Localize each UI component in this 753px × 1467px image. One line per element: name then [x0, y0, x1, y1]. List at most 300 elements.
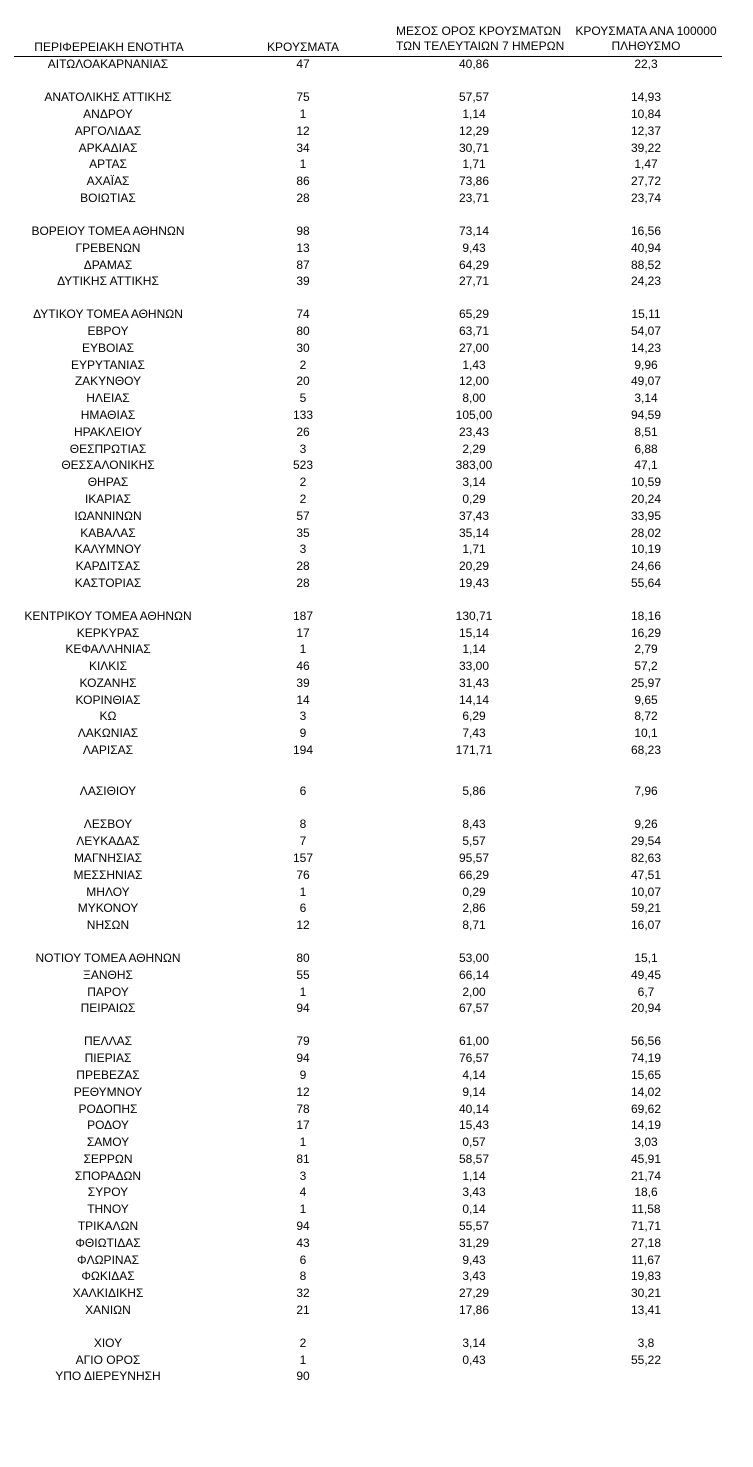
- per-100k-cell: 55,64: [630, 576, 662, 590]
- per-100k-cell: 33,95: [630, 509, 662, 523]
- seven-day-average-cell: 14,14: [458, 693, 490, 707]
- cases-cell: 6: [299, 784, 307, 798]
- seven-day-average-cell: 40,86: [458, 57, 490, 71]
- table-row: [0, 390, 753, 406]
- cases-cell: 3: [299, 442, 307, 456]
- seven-day-average-cell: 55,57: [458, 1219, 490, 1233]
- region-cell: ΑΙΤΩΛΟΑΚΑΡΝΑΝΙΑΣ: [47, 57, 169, 71]
- cases-cell: 75: [296, 90, 310, 104]
- table-row: [0, 816, 753, 832]
- seven-day-average-cell: 1,71: [462, 542, 486, 556]
- seven-day-average-cell: 2,29: [462, 442, 486, 456]
- seven-day-average-cell: 73,14: [458, 224, 490, 238]
- seven-day-average-cell: 130,71: [455, 609, 493, 623]
- seven-day-average-cell: 95,57: [458, 851, 490, 865]
- per-100k-cell: 59,21: [630, 901, 662, 915]
- table-row: [0, 474, 753, 490]
- cases-cell: 7: [299, 834, 307, 848]
- per-100k-cell: 12,37: [630, 124, 662, 138]
- table-row: [0, 850, 753, 866]
- region-cell: ΑΝΔΡΟΥ: [83, 107, 133, 121]
- seven-day-average-cell: 3,14: [462, 475, 486, 489]
- cases-cell: 21: [296, 1303, 310, 1317]
- cases-cell: 28: [296, 191, 310, 205]
- per-100k-cell: 6,88: [634, 442, 658, 456]
- region-cell: ΔΡΑΜΑΣ: [83, 258, 133, 272]
- seven-day-average-cell: 3,14: [462, 1336, 486, 1350]
- region-cell: ΑΡΚΑΔΙΑΣ: [78, 141, 138, 155]
- cases-cell: 3: [299, 1169, 307, 1183]
- seven-day-average-cell: 105,00: [455, 408, 493, 422]
- cases-cell: 3: [299, 709, 307, 723]
- per-100k-cell: 15,65: [630, 1068, 662, 1082]
- per-100k-cell: 22,3: [634, 57, 658, 71]
- table-row: [0, 1050, 753, 1066]
- region-cell: ΓΡΕΒΕΝΩΝ: [75, 241, 141, 255]
- table-row: [0, 1067, 753, 1083]
- seven-day-average-cell: 1,14: [462, 642, 486, 656]
- per-100k-cell: 14,19: [630, 1118, 662, 1132]
- table-row: [0, 1235, 753, 1251]
- region-cell: ΚΕΦΑΛΛΗΝΙΑΣ: [65, 642, 151, 656]
- per-100k-cell: 57,2: [634, 659, 658, 673]
- region-cell: ΗΛΕΙΑΣ: [86, 391, 130, 405]
- region-cell: ΣΠΟΡΑΔΩΝ: [74, 1169, 142, 1183]
- seven-day-average-cell: 15,14: [458, 626, 490, 640]
- cases-cell: 12: [296, 918, 310, 932]
- cases-cell: 80: [296, 951, 310, 965]
- table-row: [0, 357, 753, 373]
- header-7day-average: [396, 24, 565, 54]
- seven-day-average-cell: 2,00: [462, 985, 486, 999]
- table-row: [0, 323, 753, 339]
- seven-day-average-cell: 53,00: [458, 951, 490, 965]
- table-row: [0, 407, 753, 423]
- per-100k-cell: 82,63: [630, 851, 662, 865]
- cases-cell: 1: [299, 1353, 307, 1367]
- cases-cell: 98: [296, 224, 310, 238]
- table-row: [0, 123, 753, 139]
- region-cell: ΣΕΡΡΩΝ: [83, 1152, 133, 1166]
- region-cell: ΔΥΤΙΚΟΥ ΤΟΜΕΑ ΑΘΗΝΩΝ: [33, 307, 183, 321]
- table-row: [0, 558, 753, 574]
- cases-cell: 26: [296, 425, 310, 439]
- seven-day-average-cell: 35,14: [458, 526, 490, 540]
- region-cell: ΚΟΡΙΝΘΙΑΣ: [75, 693, 141, 707]
- per-100k-cell: 6,7: [637, 985, 655, 999]
- per-100k-cell: 47,1: [634, 458, 658, 472]
- table-row: [0, 1302, 753, 1318]
- table-row: [0, 1184, 753, 1200]
- table-row: [0, 1117, 753, 1133]
- table-row: [0, 725, 753, 741]
- cases-cell: 12: [296, 1085, 310, 1099]
- table-row: [0, 306, 753, 322]
- region-cell: ΦΘΙΩΤΙΔΑΣ: [75, 1236, 141, 1250]
- cases-cell: 34: [296, 141, 310, 155]
- cases-cell: 187: [292, 609, 314, 623]
- seven-day-average-cell: 383,00: [455, 458, 493, 472]
- table-row: [0, 1151, 753, 1167]
- region-cell: ΘΕΣΣΑΛΟΝΙΚΗΣ: [61, 458, 155, 472]
- seven-day-average-cell: 57,57: [458, 90, 490, 104]
- table-row: [0, 833, 753, 849]
- table-row: [0, 373, 753, 389]
- cases-cell: 43: [296, 1236, 310, 1250]
- cases-cell: 1: [299, 107, 307, 121]
- cases-cell: 6: [299, 901, 307, 915]
- table-row: [0, 575, 753, 591]
- table-row: [0, 340, 753, 356]
- per-100k-cell: 14,23: [630, 341, 662, 355]
- table-row: [0, 106, 753, 122]
- region-cell: ΔΥΤΙΚΗΣ ΑΤΤΙΚΗΣ: [57, 274, 159, 288]
- region-cell: ΣΑΜΟΥ: [86, 1135, 130, 1149]
- region-cell: ΜΑΓΝΗΣΙΑΣ: [73, 851, 143, 865]
- cases-cell: 12: [296, 124, 310, 138]
- cases-cell: 57: [296, 509, 310, 523]
- cases-cell: 8: [299, 817, 307, 831]
- cases-cell: 39: [296, 274, 310, 288]
- seven-day-average-cell: 27,29: [458, 1286, 490, 1300]
- region-cell: ΚΑΒΑΛΑΣ: [80, 526, 136, 540]
- per-100k-cell: 18,16: [630, 609, 662, 623]
- table-row: [0, 223, 753, 239]
- per-100k-cell: 10,1: [634, 726, 658, 740]
- seven-day-average-cell: 76,57: [458, 1051, 490, 1065]
- cases-cell: 17: [296, 626, 310, 640]
- header-cases: ΚΡΟΥΣΜΑΤΑ: [267, 40, 339, 54]
- region-cell: ΒΟΡΕΙΟΥ ΤΟΜΕΑ ΑΘΗΝΩΝ: [31, 224, 185, 238]
- per-100k-cell: 23,74: [630, 191, 662, 205]
- cases-cell: 94: [296, 1001, 310, 1015]
- per-100k-cell: 15,1: [634, 951, 658, 965]
- cases-cell: 5: [299, 391, 307, 405]
- cases-cell: 35: [296, 526, 310, 540]
- table-row: [0, 491, 753, 507]
- per-100k-cell: 3,8: [637, 1336, 655, 1350]
- per-100k-cell: 9,96: [634, 358, 658, 372]
- region-cell: ΗΡΑΚΛΕΙΟΥ: [73, 425, 143, 439]
- seven-day-average-cell: 6,29: [462, 709, 486, 723]
- per-100k-cell: 49,45: [630, 968, 662, 982]
- cases-cell: 14: [296, 693, 310, 707]
- cases-cell: 157: [292, 851, 314, 865]
- per-100k-cell: 16,29: [630, 626, 662, 640]
- cases-cell: 81: [296, 1152, 310, 1166]
- per-100k-cell: 27,72: [630, 174, 662, 188]
- table-row: [0, 625, 753, 641]
- cases-cell: 94: [296, 1051, 310, 1065]
- seven-day-average-cell: 9,14: [462, 1085, 486, 1099]
- table-row: [0, 173, 753, 189]
- cases-cell: 2: [299, 358, 307, 372]
- table-row: [0, 708, 753, 724]
- table-row: [0, 1218, 753, 1234]
- seven-day-average-cell: 7,43: [462, 726, 486, 740]
- region-cell: ΛΕΥΚΑΔΑΣ: [76, 834, 140, 848]
- per-100k-cell: 54,07: [630, 324, 662, 338]
- region-cell: ΚΑΣΤΟΡΙΑΣ: [74, 576, 142, 590]
- region-cell: ΛΑΚΩΝΙΑΣ: [77, 726, 139, 740]
- per-100k-cell: 10,07: [630, 885, 662, 899]
- region-cell: ΜΕΣΣΗΝΙΑΣ: [73, 868, 143, 882]
- region-cell: ΖΑΚΥΝΘΟΥ: [74, 374, 142, 388]
- region-cell: ΛΑΣΙΘΙΟΥ: [79, 784, 137, 798]
- seven-day-average-cell: 3,43: [462, 1185, 486, 1199]
- per-100k-cell: 56,56: [630, 1034, 662, 1048]
- seven-day-average-cell: 66,29: [458, 868, 490, 882]
- cases-cell: 2: [299, 475, 307, 489]
- cases-cell: 87: [296, 258, 310, 272]
- per-100k-cell: 25,97: [630, 676, 662, 690]
- seven-day-average-cell: 8,00: [462, 391, 486, 405]
- per-100k-cell: 3,14: [634, 391, 658, 405]
- cases-cell: 1: [299, 985, 307, 999]
- seven-day-average-cell: 2,86: [462, 901, 486, 915]
- region-cell: ΤΡΙΚΑΛΩΝ: [77, 1219, 139, 1233]
- seven-day-average-cell: 65,29: [458, 307, 490, 321]
- cases-cell: 28: [296, 559, 310, 573]
- cases-cell: 6: [299, 1253, 307, 1267]
- seven-day-average-cell: 66,14: [458, 968, 490, 982]
- region-cell: ΚΙΛΚΙΣ: [88, 659, 128, 673]
- per-100k-cell: 94,59: [630, 408, 662, 422]
- table-row: [0, 783, 753, 799]
- per-100k-cell: 18,6: [634, 1185, 658, 1199]
- cases-cell: 55: [296, 968, 310, 982]
- per-100k-cell: 8,51: [634, 425, 658, 439]
- seven-day-average-cell: 40,14: [458, 1102, 490, 1116]
- table-row: [0, 984, 753, 1000]
- cases-cell: 20: [296, 374, 310, 388]
- region-cell: ΠΕΙΡΑΙΩΣ: [80, 1001, 136, 1015]
- region-cell: ΛΕΣΒΟΥ: [83, 817, 133, 831]
- region-cell: ΑΧΑΪΑΣ: [86, 174, 130, 188]
- region-cell: ΚΟΖΑΝΗΣ: [79, 676, 137, 690]
- per-100k-cell: 9,65: [634, 693, 658, 707]
- seven-day-average-cell: 8,71: [462, 918, 486, 932]
- seven-day-average-cell: 27,00: [458, 341, 490, 355]
- region-cell: ΜΥΚΟΝΟΥ: [77, 901, 139, 915]
- header-cases-per-100k: [566, 24, 726, 54]
- region-cell: ΡΟΔΟΥ: [87, 1118, 129, 1132]
- seven-day-average-cell: 5,57: [462, 834, 486, 848]
- per-100k-cell: 8,72: [634, 709, 658, 723]
- seven-day-average-cell: 9,43: [462, 1253, 486, 1267]
- region-cell: ΠΡΕΒΕΖΑΣ: [76, 1068, 140, 1082]
- per-100k-cell: 15,11: [631, 307, 661, 321]
- region-cell: ΦΩΚΙΔΑΣ: [81, 1269, 135, 1283]
- cases-cell: 9: [299, 726, 307, 740]
- table-row: [0, 1352, 753, 1368]
- table-row: [0, 641, 753, 657]
- per-100k-cell: 24,23: [630, 274, 662, 288]
- cases-cell: 47: [296, 57, 310, 71]
- table-row: [0, 1335, 753, 1351]
- table-row: [0, 1168, 753, 1184]
- cases-cell: 32: [296, 1286, 310, 1300]
- per-100k-cell: 49,07: [630, 374, 662, 388]
- cases-cell: 30: [296, 341, 310, 355]
- cases-cell: 94: [296, 1219, 310, 1233]
- region-cell: ΘΗΡΑΣ: [87, 475, 129, 489]
- region-cell: ΥΠΟ ΔΙΕΡΕΥΝΗΣΗ: [55, 1369, 161, 1383]
- seven-day-average-cell: 19,43: [458, 576, 490, 590]
- per-100k-cell: 68,23: [630, 743, 662, 757]
- cases-cell: 8: [299, 1269, 307, 1283]
- seven-day-average-cell: 23,71: [458, 191, 490, 205]
- seven-day-average-cell: 20,29: [458, 559, 490, 573]
- table-row: [0, 658, 753, 674]
- table-row: [0, 1285, 753, 1301]
- per-100k-cell: 14,93: [630, 90, 662, 104]
- per-100k-cell: 28,02: [630, 526, 662, 540]
- per-100k-cell: 11,67: [631, 1253, 661, 1267]
- per-100k-cell: 13,41: [630, 1303, 662, 1317]
- cases-cell: 86: [296, 174, 310, 188]
- cases-cell: 2: [299, 492, 307, 506]
- cases-cell: 76: [296, 868, 310, 882]
- per-100k-cell: 39,22: [630, 141, 662, 155]
- per-100k-cell: 45,91: [630, 1152, 662, 1166]
- per-100k-cell: 16,56: [630, 224, 662, 238]
- region-cell: ΠΕΛΛΑΣ: [83, 1034, 133, 1048]
- region-cell: ΒΟΙΩΤΙΑΣ: [80, 191, 136, 205]
- cases-cell: 4: [299, 1185, 307, 1199]
- per-100k-cell: 3,03: [634, 1135, 658, 1149]
- cases-cell: 17: [296, 1118, 310, 1132]
- seven-day-average-cell: 33,00: [458, 659, 490, 673]
- cases-cell: 1: [299, 642, 307, 656]
- seven-day-average-cell: 0,57: [462, 1135, 486, 1149]
- region-cell: ΦΛΩΡΙΝΑΣ: [77, 1253, 139, 1267]
- seven-day-average-cell: 1,14: [462, 107, 486, 121]
- table-row: [0, 1268, 753, 1284]
- region-cell: ΑΡΤΑΣ: [89, 157, 127, 171]
- per-100k-cell: 30,21: [630, 1286, 662, 1300]
- per-100k-cell: 1,47: [634, 157, 658, 171]
- header-cases-per-100k-line1: ΚΡΟΥΣΜΑΤΑ ΑΝΑ 100000: [575, 24, 717, 38]
- region-cell: ΚΕΡΚΥΡΑΣ: [76, 626, 140, 640]
- table-row: [0, 950, 753, 966]
- seven-day-average-cell: 58,57: [458, 1152, 490, 1166]
- table-row: [0, 1134, 753, 1150]
- per-100k-cell: 7,96: [634, 784, 658, 798]
- per-100k-cell: 19,83: [630, 1269, 662, 1283]
- table-row: [0, 900, 753, 916]
- per-100k-cell: 10,84: [630, 107, 662, 121]
- table-row: [0, 1000, 753, 1016]
- seven-day-average-cell: 67,57: [458, 1001, 490, 1015]
- region-cell: ΝΗΣΩΝ: [86, 918, 130, 932]
- region-cell: ΑΝΑΤΟΛΙΚΗΣ ΑΤΤΙΚΗΣ: [44, 90, 172, 104]
- seven-day-average-cell: 0,29: [462, 885, 486, 899]
- seven-day-average-cell: 3,43: [462, 1269, 486, 1283]
- table-row: [0, 441, 753, 457]
- region-cell: ΜΗΛΟΥ: [86, 885, 130, 899]
- cases-cell: 39: [296, 676, 310, 690]
- per-100k-cell: 55,22: [630, 1353, 662, 1367]
- per-100k-cell: 74,19: [630, 1051, 662, 1065]
- seven-day-average-cell: 61,00: [458, 1034, 490, 1048]
- seven-day-average-cell: 17,86: [458, 1303, 490, 1317]
- region-cell: ΙΩΑΝΝΙΝΩΝ: [74, 509, 142, 523]
- region-cell: ΝΟΤΙΟΥ ΤΟΜΕΑ ΑΘΗΝΩΝ: [35, 951, 181, 965]
- seven-day-average-cell: 31,29: [458, 1236, 490, 1250]
- per-100k-cell: 11,58: [631, 1202, 661, 1216]
- cases-cell: 46: [296, 659, 310, 673]
- per-100k-cell: 27,18: [630, 1236, 662, 1250]
- seven-day-average-cell: 0,14: [462, 1202, 486, 1216]
- cases-cell: 1: [299, 1135, 307, 1149]
- per-100k-cell: 2,79: [634, 642, 658, 656]
- cases-cell: 194: [292, 743, 314, 757]
- region-cell: ΧΑΛΚΙΔΙΚΗΣ: [72, 1286, 144, 1300]
- per-100k-cell: 40,94: [630, 241, 662, 255]
- table-row: [0, 140, 753, 156]
- per-100k-cell: 21,74: [630, 1169, 662, 1183]
- per-100k-cell: 29,54: [630, 834, 662, 848]
- header-7day-average-line1: ΜΕΣΟΣ ΟΡΟΣ ΚΡΟΥΣΜΑΤΩΝ: [396, 24, 562, 38]
- table-row: [0, 273, 753, 289]
- seven-day-average-cell: 5,86: [462, 784, 486, 798]
- region-cell: ΑΓΙΟ ΟΡΟΣ: [75, 1353, 141, 1367]
- seven-day-average-cell: 37,43: [458, 509, 490, 523]
- seven-day-average-cell: 31,43: [458, 676, 490, 690]
- region-cell: ΚΕΝΤΡΙΚΟΥ ΤΟΜΕΑ ΑΘΗΝΩΝ: [24, 609, 192, 623]
- table-row: [0, 1033, 753, 1049]
- table-row: [0, 692, 753, 708]
- cases-cell: 78: [296, 1102, 310, 1116]
- header-region: ΠΕΡΙΦΕΡΕΙΑΚΗ ΕΝΟΤΗΤΑ: [34, 40, 184, 54]
- cases-cell: 3: [299, 542, 307, 556]
- cases-cell: 28: [296, 576, 310, 590]
- seven-day-average-cell: 1,14: [462, 1169, 486, 1183]
- cases-cell: 1: [299, 885, 307, 899]
- seven-day-average-cell: 15,43: [458, 1118, 490, 1132]
- region-cell: ΠΙΕΡΙΑΣ: [84, 1051, 132, 1065]
- seven-day-average-cell: 12,00: [458, 374, 490, 388]
- cases-cell: 9: [299, 1068, 307, 1082]
- region-cell: ΑΡΓΟΛΙΔΑΣ: [74, 124, 142, 138]
- region-cell: ΘΕΣΠΡΩΤΙΑΣ: [69, 442, 147, 456]
- region-cell: ΡΟΔΟΠΗΣ: [78, 1102, 138, 1116]
- seven-day-average-cell: 23,43: [458, 425, 490, 439]
- cases-cell: 523: [292, 458, 314, 472]
- table-row: [0, 742, 753, 758]
- table-row: [0, 884, 753, 900]
- seven-day-average-cell: 63,71: [458, 324, 490, 338]
- seven-day-average-cell: 4,14: [462, 1068, 486, 1082]
- table-row: [0, 257, 753, 273]
- seven-day-average-cell: 30,71: [458, 141, 490, 155]
- seven-day-average-cell: 73,86: [458, 174, 490, 188]
- region-cell: ΡΕΘΥΜΝΟΥ: [73, 1085, 143, 1099]
- region-cell: ΕΒΡΟΥ: [87, 324, 129, 338]
- seven-day-average-cell: 9,43: [462, 241, 486, 255]
- cases-cell: 1: [299, 157, 307, 171]
- per-100k-cell: 24,66: [630, 559, 662, 573]
- seven-day-average-cell: 171,71: [455, 743, 493, 757]
- cases-cell: 13: [296, 241, 310, 255]
- table-row: [0, 967, 753, 983]
- per-100k-cell: 20,24: [630, 492, 662, 506]
- cases-cell: 2: [299, 1336, 307, 1350]
- header-7day-average-line2: ΤΩΝ ΤΕΛΕΥΤΑΙΩΝ 7 ΗΜΕΡΩΝ: [396, 39, 565, 53]
- region-cell: ΙΚΑΡΙΑΣ: [84, 492, 132, 506]
- table-row: [0, 1101, 753, 1117]
